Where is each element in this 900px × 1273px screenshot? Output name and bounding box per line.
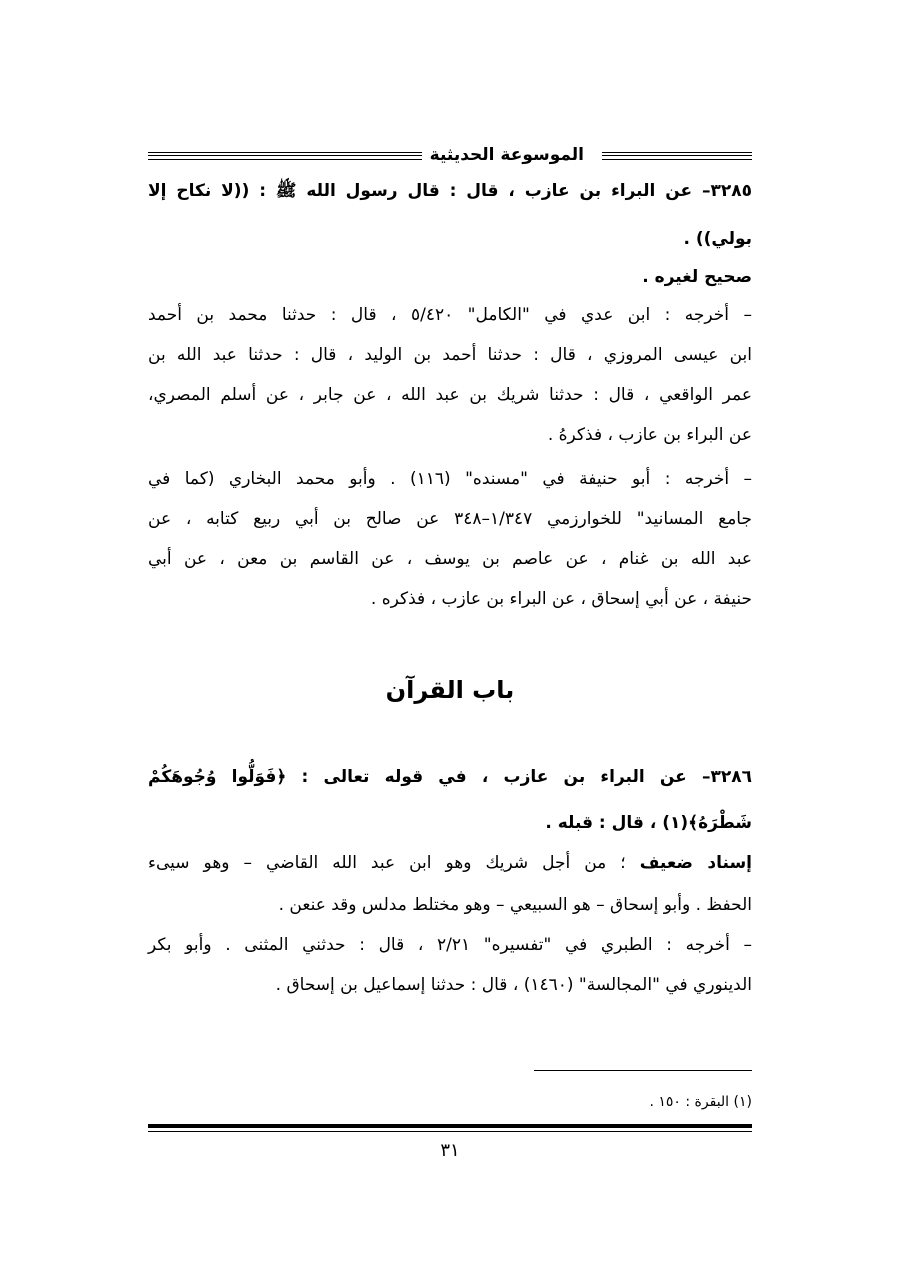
hadith-3286-isnad-line-1 [148,848,752,878]
running-header [148,140,752,174]
isnad-grade: إسناد ضعيف [639,853,752,873]
hadith-3286-line-2: شَطْرَهُ﴾(١) ، قال : قبله . [545,813,752,833]
footnote: (١) البقرة : ١٥٠ . [649,1094,752,1110]
book-page [148,0,752,1273]
takhrij-3285-line-8: حنيفة ، عن أبي إسحاق ، عن البراء بن عازب ، فذكره . [370,589,752,609]
takhrij-3286-line-2: الدينوري في "المجالسة" (١٤٦٠) ، قال : حدثنا إسماعيل بن إسحاق . [275,975,752,995]
hadith-3285-line-1: ٣٢٨٥– عن البراء بن عازب ، قال : قال رسول الله ﷺ : ((لا نكاح إلا [148,181,752,201]
takhrij-3286-line-1: – أخرجه : الطبري في "تفسيره" ٢/٢١ ، قال : حدثني المثنى . وأبو بكر [148,935,752,955]
page-number: ٣١ [440,1140,460,1161]
hadith-3285-line-2: بولي)) . [683,229,752,249]
hadith-3286-line-1: ٣٢٨٦– عن البراء بن عازب ، في قوله تعالى : ﴿فَوَلُّوا وُجُوهَكُمْ [148,767,752,787]
takhrij-3285-line-3: عمر الواقعي ، قال : حدثنا شريك بن عبد الله ، عن جابر ، عن أسلم المصري، [148,385,752,405]
hadith-3286-isnad-line-2: الحفظ . وأبو إسحاق – هو السبيعي – وهو مختلط مدلس وقد عنعن . [278,895,752,915]
takhrij-3285-line-1: – أخرجه : ابن عدي في "الكامل" ٥/٤٢٠ ، قال : حدثنا محمد بن أحمد [148,305,752,325]
header-rule-right [602,152,752,160]
takhrij-3285-line-2: ابن عيسى المروزي ، قال : حدثنا أحمد بن الوليد ، قال : حدثنا عبد الله بن [148,345,752,365]
takhrij-3285-line-5: – أخرجه : أبو حنيفة في "مسنده" (١١٦) . وأبو محمد البخاري (كما في [148,469,753,489]
takhrij-3285-line-7: عبد الله بن غنام ، عن عاصم بن يوسف ، عن القاسم بن معن ، عن أبي [148,549,752,569]
footnote-rule [534,1070,752,1071]
isnad-reason: ؛ من أجل شريك وهو ابن عبد الله القاضي – وهو سيىء [148,853,626,873]
running-title: الموسوعة الحديثية [422,140,592,170]
hadith-3285-grade: صحيح لغيره . [642,267,752,287]
takhrij-3285-line-4: عن البراء بن عازب ، فذكرهُ . [547,425,752,445]
bottom-rule [148,1124,752,1132]
takhrij-3285-line-6: جامع المسانيد" للخوارزمي ١/٣٤٧–٣٤٨ عن صالح بن أبي ربيع كتابه ، عن [148,509,752,529]
section-title: باب القرآن [385,676,515,704]
